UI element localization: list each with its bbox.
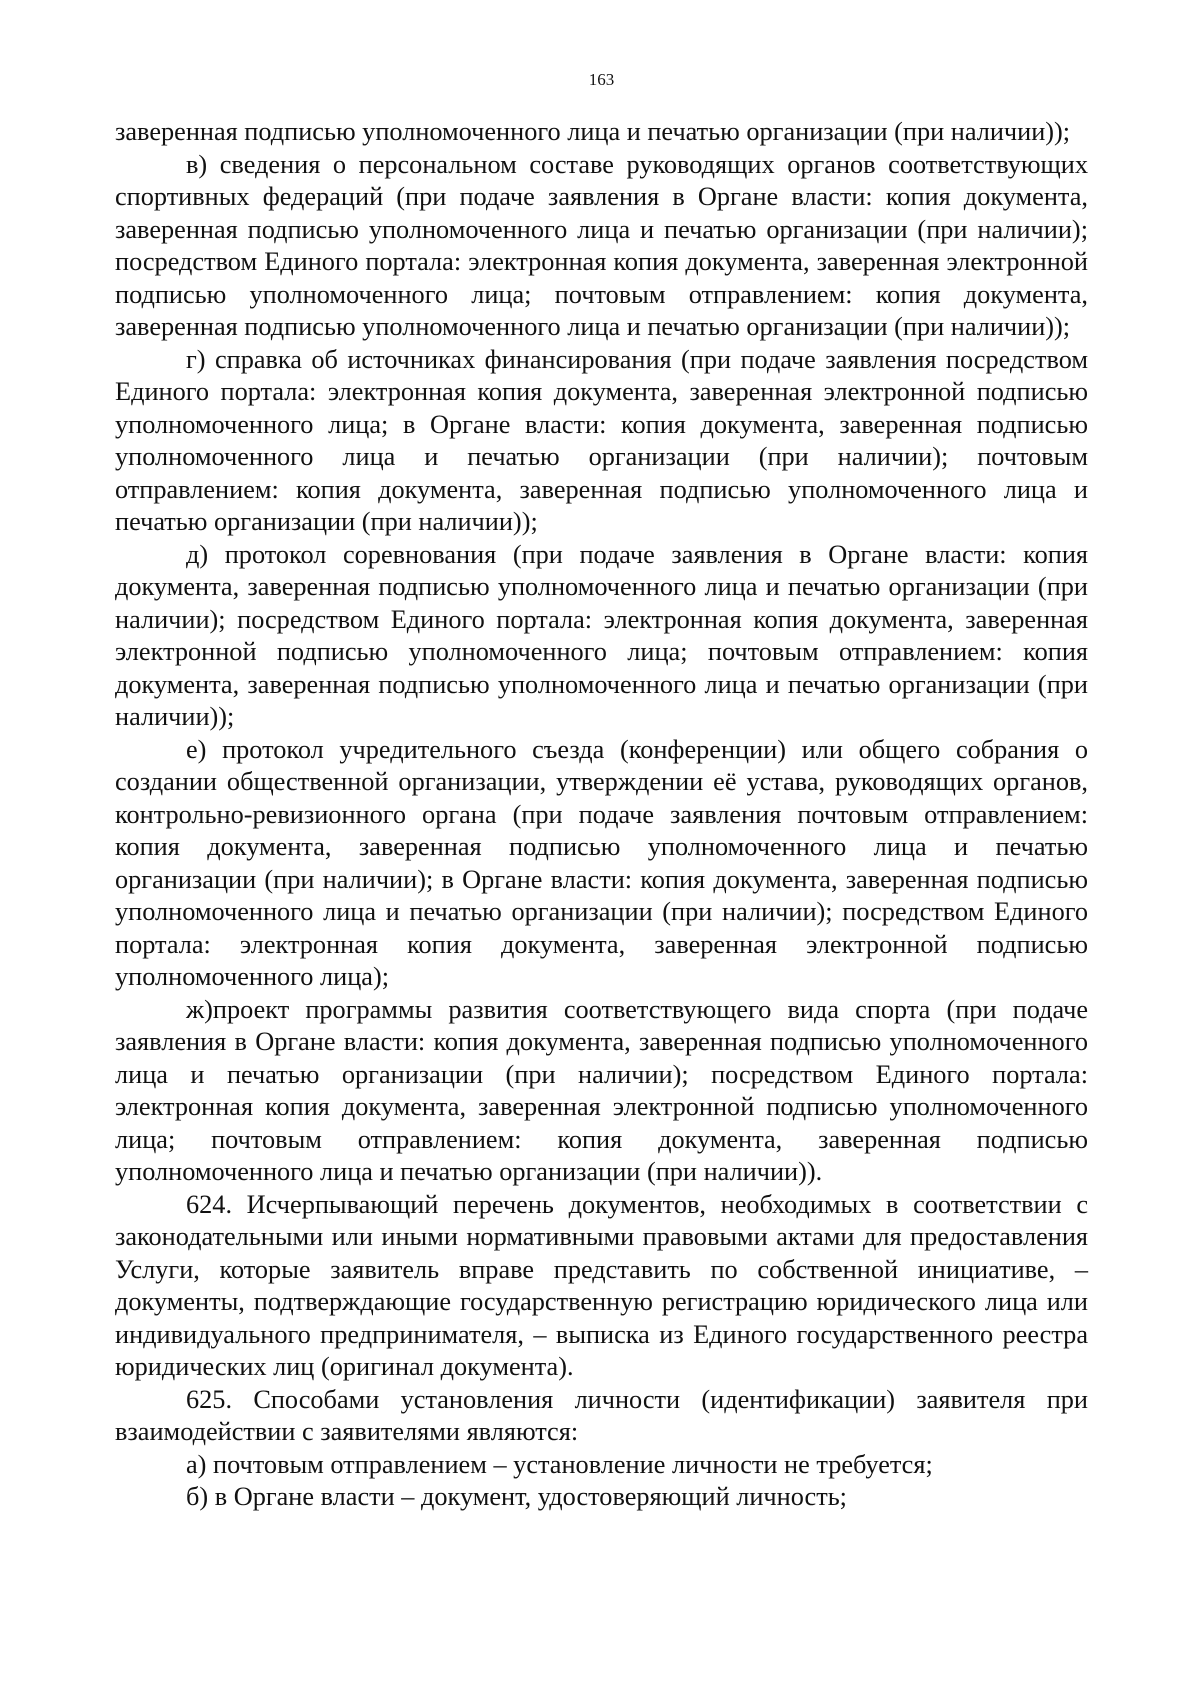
paragraph-item-g: г) справка об источниках финансирования (при подаче заявления посредством Единого портала: электронная копия документа, заверенная электронной подписью уполномоченного лица; в Органе власти: копия документа, заверенная подписью уполномоченного лица и печатью организации (при наличии); почтовым отправлением: копия документа, заверенная подписью уполномоченного лица и печатью организации (при наличии)); bbox=[115, 344, 1088, 536]
paragraph-item-v: в) сведения о персональном составе руководящих органов соответствующих спортивных федераций (при подаче заявления в Органе власти: копия документа, заверенная подписью уполномоченного лица и печатью организации (при наличии); посредством Единого портала: электронная копия документа, заверенная электронной подписью уполномоченного лица; почтовым отправлением: копия документа, заверенная подписью уполномоченного лица и печатью организации (при наличии)); bbox=[115, 149, 1088, 341]
paragraph-item-d: д) протокол соревнования (при подаче заявления в Органе власти: копия документа, заверенная подписью уполномоченного лица и печатью организации (при наличии); посредством Единого портала: электронная копия документа, заверенная электронной подписью уполномоченного лица; почтовым отправлением: копия документа, заверенная подписью уполномоченного лица и печатью организации (при наличии)); bbox=[115, 539, 1088, 731]
paragraph-section-625: 625. Способами установления личности (идентификации) заявителя при взаимодействии с заявителями являются: bbox=[115, 1384, 1088, 1446]
paragraph-continuation: заверенная подписью уполномоченного лица и печатью организации (при наличии)); bbox=[115, 117, 1071, 146]
document-body bbox=[115, 116, 1088, 1514]
paragraph-item-a: а) почтовым отправлением – установление личности не требуется; bbox=[186, 1449, 933, 1479]
paragraph-item-zh: ж)проект программы развития соответствующего вида спорта (при подаче заявления в Органе власти: копия документа, заверенная подписью уполномоченного лица и печатью организации (при наличии); посредством Единого портала: электронная копия документа, заверенная электронной подписью уполномоченного лица; почтовым отправлением: копия документа, заверенная подписью уполномоченного лица и печатью организации (при наличии)). bbox=[115, 994, 1088, 1186]
paragraph-item-b: б) в Органе власти – документ, удостоверяющий личность; bbox=[186, 1482, 847, 1511]
paragraph-item-e: е) протокол учредительного съезда (конференции) или общего собрания о создании общественной организации, утверждении её устава, руководящих органов, контрольно-ревизионного органа (при подаче заявления почтовым отправлением: копия документа, заверенная подписью уполномоченного лица и печатью организации (при наличии); в Органе власти: копия документа, заверенная подписью уполномоченного лица и печатью организации (при наличии); посредством Единого портала: электронная копия документа, заверенная электронной подписью уполномоченного лица); bbox=[115, 734, 1088, 991]
paragraph-section-624: 624. Исчерпывающий перечень документов, необходимых в соответствии с законодательными или иными нормативными правовыми актами для предоставления Услуги, которые заявитель вправе представить по собственной инициативе, – документы, подтверждающие государственную регистрацию юридического лица или индивидуального предпринимателя, – выписка из Единого государственного реестра юридических лиц (оригинал документа). bbox=[115, 1189, 1088, 1381]
page-number: 163 bbox=[588, 70, 615, 89]
